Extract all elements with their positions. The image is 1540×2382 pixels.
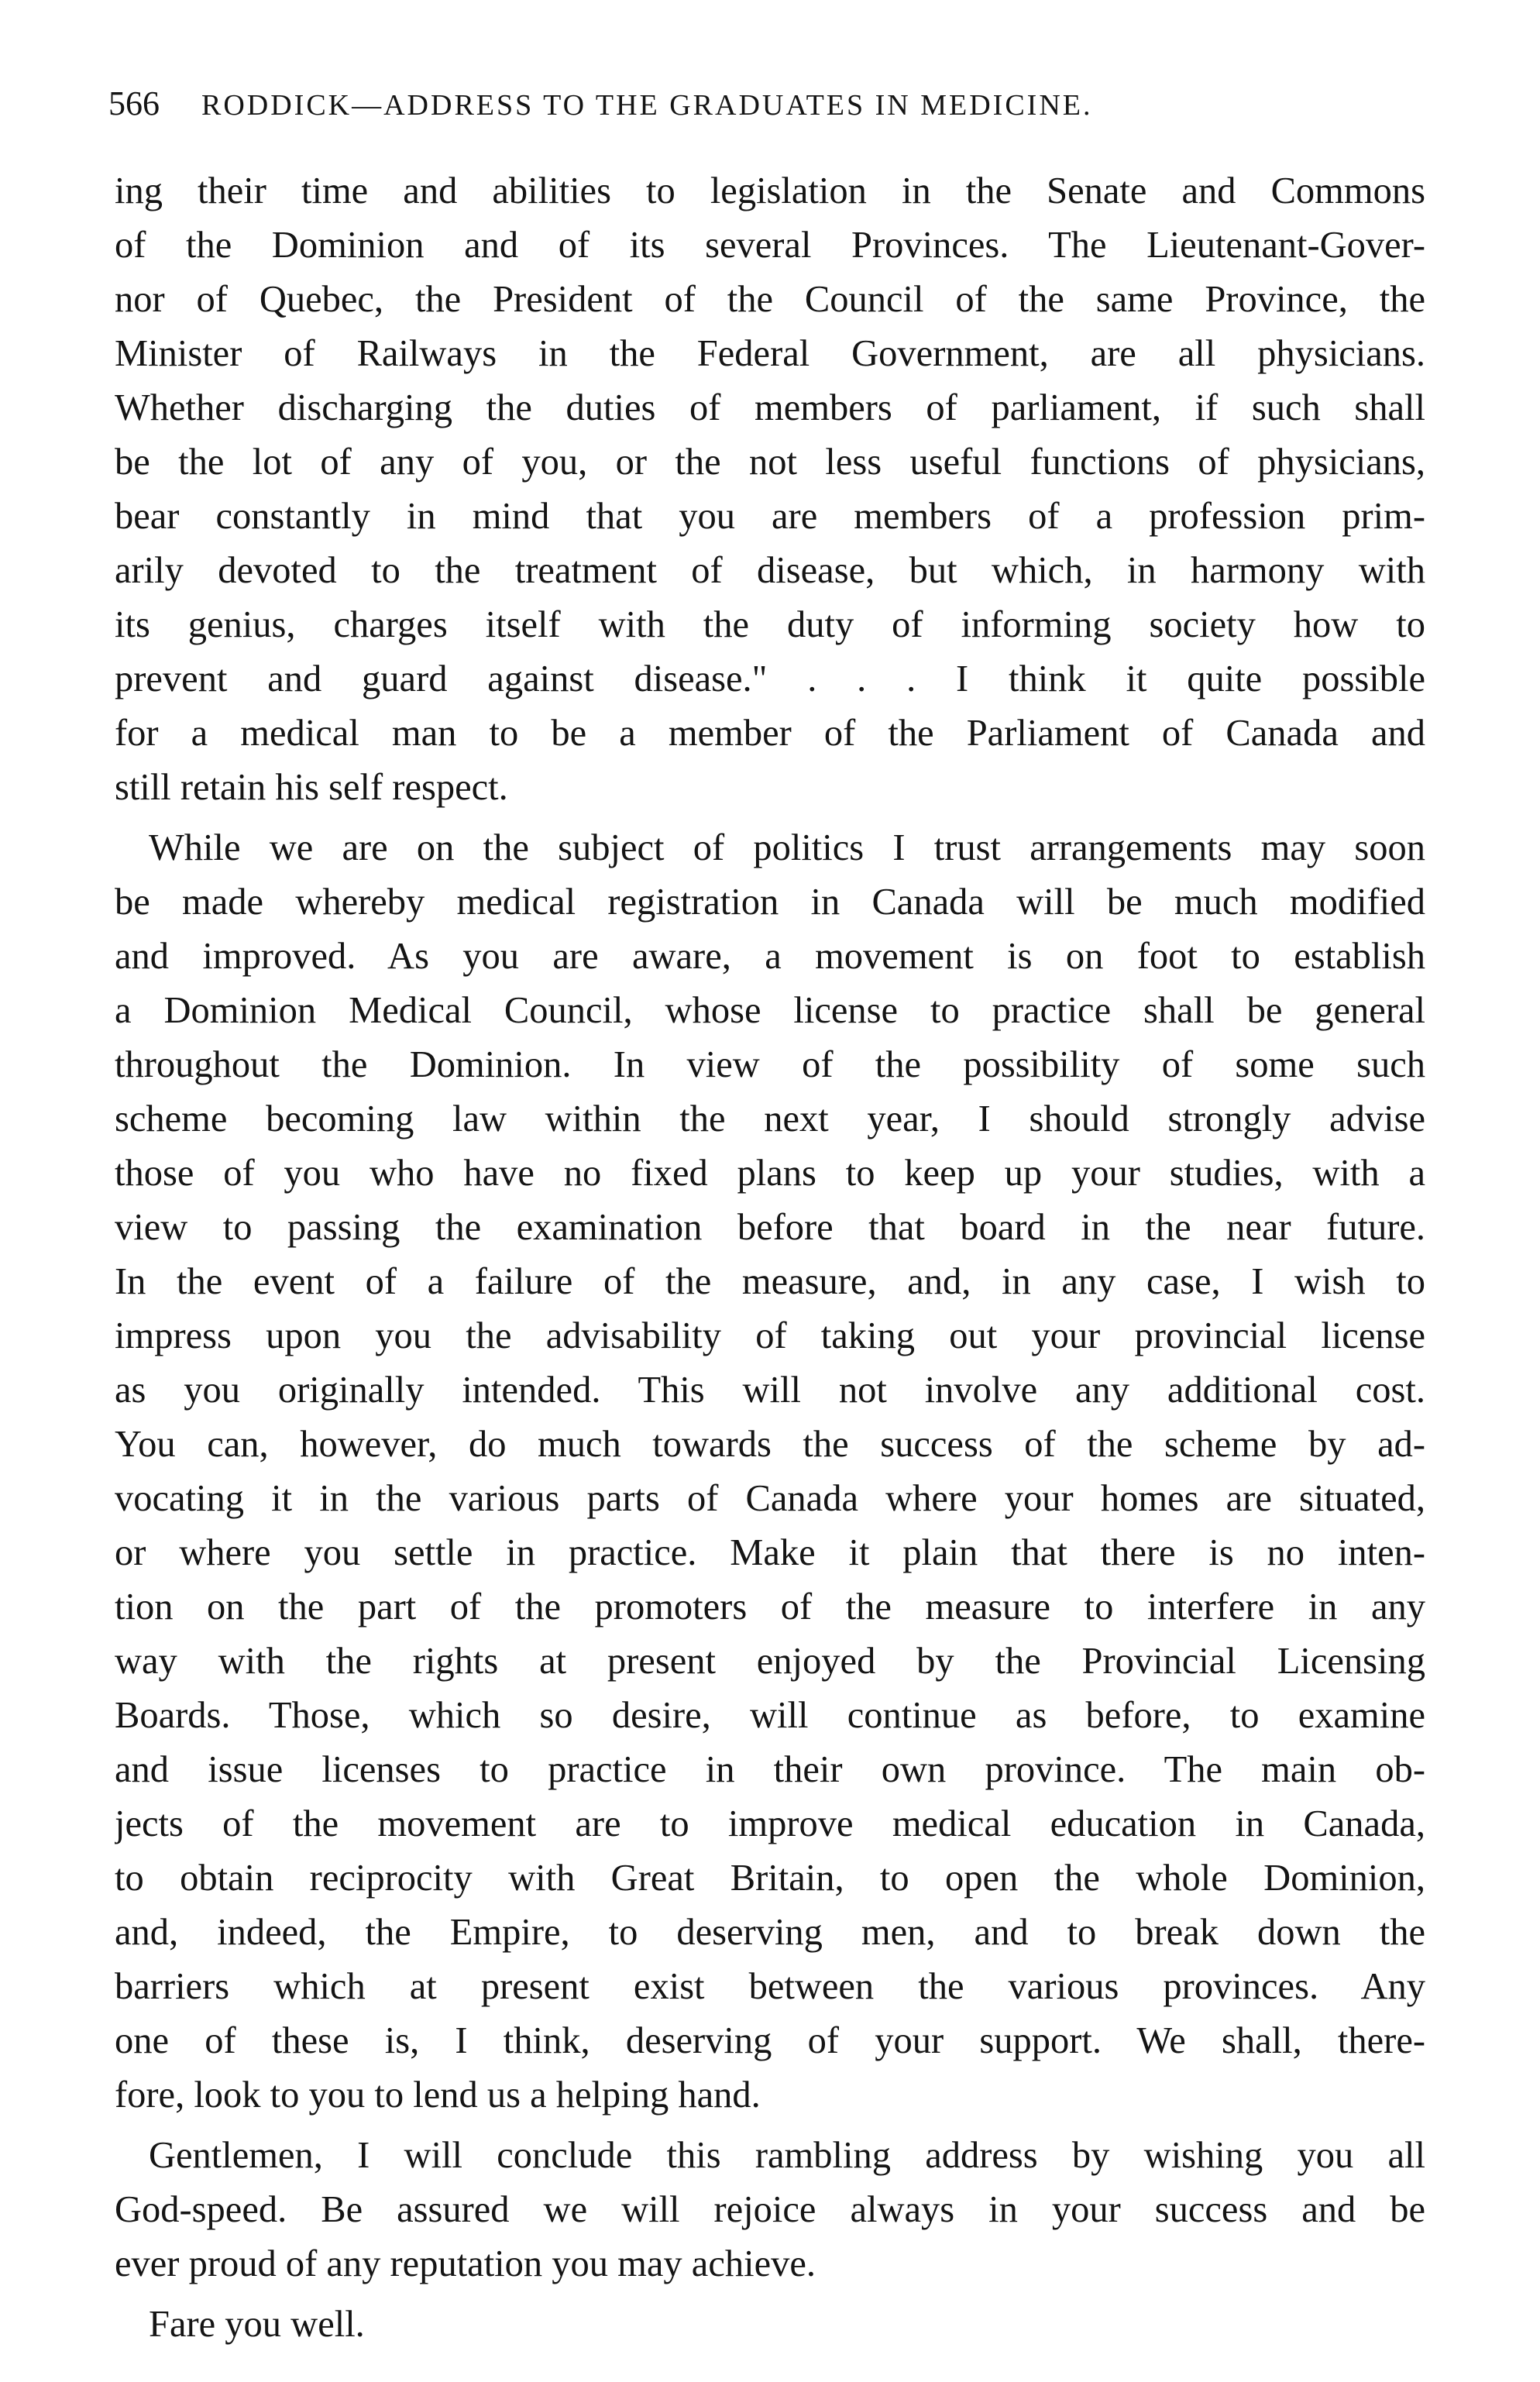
text-line: one of these is, I think, deserving of your support. We shall, there- — [115, 2020, 1425, 2061]
page-number: 566 — [108, 84, 160, 122]
text-line: impress upon you the advisability of taking out your provincial license — [115, 1315, 1425, 1356]
paragraph-3 — [115, 2129, 1425, 2291]
text-line: God-speed. Be assured we will rejoice always in your success and be — [115, 2189, 1425, 2230]
paragraph-1 — [115, 164, 1425, 815]
text-line: tion on the part of the promoters of the measure to interfere in any — [115, 1586, 1425, 1628]
paragraph-2 — [115, 821, 1425, 2122]
text-line: for a medical man to be a member of the Parliament of Canada and — [115, 713, 1425, 754]
text-line: to obtain reciprocity with Great Britain, to open the whole Dominion, — [115, 1858, 1425, 1899]
text-line: be made whereby medical registration in Canada will be much modified — [115, 882, 1425, 923]
text-line: Boards. Those, which so desire, will continue as before, to examine — [115, 1695, 1425, 1736]
text-line: be the lot of any of you, or the not less useful functions of physicians, — [115, 442, 1425, 483]
text-line: In the event of a failure of the measure, and, in any case, I wish to — [115, 1261, 1425, 1302]
text-line: throughout the Dominion. In view of the possibility of some such — [115, 1044, 1425, 1085]
text-line: or where you settle in practice. Make it plain that there is no inten- — [115, 1532, 1425, 1573]
text-line: fore, look to you to lend us a helping hand. — [115, 2074, 761, 2116]
body-text — [115, 164, 1425, 2358]
closing-line: Fare you well. — [149, 2304, 365, 2345]
text-line: view to passing the examination before that board in the near future. — [115, 1207, 1425, 1248]
text-line: vocating it in the various parts of Canada where your homes are situated, — [115, 1478, 1425, 1519]
text-line: scheme becoming law within the next year, I should strongly advise — [115, 1098, 1425, 1139]
text-line: jects of the movement are to improve medical education in Canada, — [115, 1803, 1425, 1844]
text-line: those of you who have no fixed plans to keep up your studies, with a — [115, 1153, 1425, 1194]
text-line: Minister of Railways in the Federal Government, are all physicians. — [115, 333, 1425, 374]
text-line: barriers which at present exist between the various provinces. Any — [115, 1966, 1425, 2007]
text-line: its genius, charges itself with the duty of informing society how to — [115, 604, 1425, 645]
closing-paragraph — [115, 2298, 1425, 2352]
text-line: way with the rights at present enjoyed by the Provincial Licensing — [115, 1641, 1425, 1682]
text-line: nor of Quebec, the President of the Council of the same Province, the — [115, 279, 1425, 320]
text-line: Gentlemen, I will conclude this rambling address by wishing you all — [149, 2135, 1425, 2176]
running-head — [108, 84, 1317, 125]
text-line: and issue licenses to practice in their own province. The main ob- — [115, 1749, 1425, 1790]
text-line: and, indeed, the Empire, to deserving men, and to break down the — [115, 1912, 1425, 1953]
text-line: arily devoted to the treatment of disease, but which, in harmony with — [115, 550, 1425, 591]
text-line: a Dominion Medical Council, whose license to practice shall be general — [115, 990, 1425, 1031]
text-line: bear constantly in mind that you are members of a profession prim- — [115, 496, 1425, 537]
text-line: of the Dominion and of its several Provinces. The Lieutenant-Gover- — [115, 225, 1425, 266]
text-line: Whether discharging the duties of members of parliament, if such shall — [115, 387, 1425, 428]
text-line: You can, however, do much towards the success of the scheme by ad- — [115, 1424, 1425, 1465]
text-line: and improved. As you are aware, a movement is on foot to establish — [115, 936, 1425, 977]
text-line: While we are on the subject of politics I trust arrangements may soon — [149, 827, 1425, 868]
text-line: prevent and guard against disease." . . . I think it quite possible — [115, 658, 1425, 699]
text-line: ing their time and abilities to legislation in the Senate and Commons — [115, 170, 1425, 211]
text-line: ever proud of any reputation you may achieve. — [115, 2243, 816, 2284]
running-title: RODDICK—ADDRESS TO THE GRADUATES IN MEDICINE. — [201, 89, 1093, 122]
text-line: still retain his self respect. — [115, 767, 508, 808]
text-line: as you originally intended. This will not involve any additional cost. — [115, 1370, 1425, 1411]
